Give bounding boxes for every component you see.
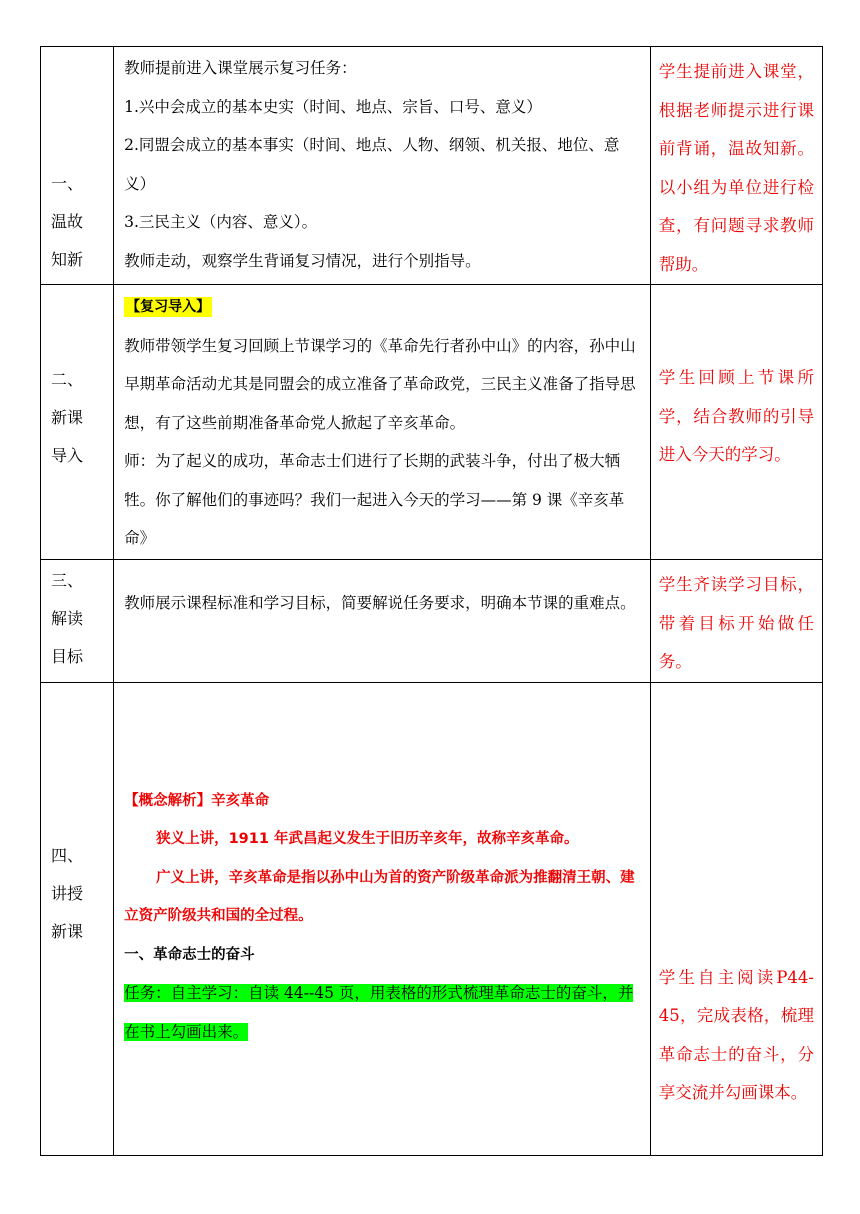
teacher-text: 教师走动，观察学生背诵复习情况，进行个别指导。	[124, 251, 481, 270]
concept-broad: 广义上讲，辛亥革命是指以孙中山为首的资产阶级革命派为推翻清王朝、建立资产阶级共和国的全过程。	[124, 869, 635, 924]
concept-tag: 【概念解析】辛亥革命	[124, 792, 270, 809]
teacher-text: 教师提前进入课堂展示复习任务：	[124, 59, 357, 77]
table-row	[41, 47, 823, 285]
teacher-activity-cell	[114, 47, 651, 285]
student-text: 学生回顾上节课所学，结合教师的引导进入今天的学习。	[658, 368, 814, 464]
teacher-activity-cell	[114, 285, 651, 560]
table-row	[41, 560, 823, 683]
review-intro-tag: 【复习导入】	[126, 299, 211, 315]
stage-label: 新课	[51, 408, 84, 427]
stage-cell	[41, 285, 114, 560]
teacher-text: 3.三民主义（内容、意义）。	[124, 213, 318, 231]
table-row	[41, 285, 823, 560]
teacher-text: 师：为了起义的成功，革命志士们进行了长期的武装斗争，付出了极大牺牲。你了解他们的事迹吗？我们一起进入今天的学习——第 9 课《辛亥革命》	[124, 452, 625, 547]
stage-cell	[41, 47, 114, 285]
stage-label: 讲授	[51, 883, 84, 903]
table-row	[41, 682, 823, 1155]
stage-label: 温故	[51, 212, 84, 231]
stage-label: 目标	[51, 647, 84, 666]
task-text: 任务：自主学习：自读 44--45 页，用表格的形式梳理革命志士的奋斗，并在书上勾画出来。	[124, 984, 634, 1041]
stage-label: 一、	[51, 174, 84, 193]
stage-label: 四、	[51, 845, 84, 865]
student-text: 学生自主阅读P44-45，完成表格，梳理革命志士的奋斗，分享交流并勾画课本。	[658, 967, 814, 1102]
teacher-text: 2.同盟会成立的基本事实（时间、地点、人物、纲领、机关报、地位、意义）	[124, 136, 620, 193]
stage-label: 导入	[51, 446, 84, 465]
teacher-activity-cell	[114, 560, 651, 683]
teacher-text: 教师带领学生复习回顾上节课学习的《革命先行者孙中山》的内容，孙中山早期革命活动尤其是同盟会的成立准备了革命政党，三民主义准备了指导思想，有了这些前期准备革命党人掀起了辛亥革命。	[124, 336, 636, 432]
lesson-plan-table	[40, 46, 823, 1156]
student-activity-cell	[650, 682, 822, 1155]
stage-cell	[41, 560, 114, 683]
student-text: 学生提前进入课堂，根据老师提示进行课前背诵，温故知新。以小组为单位进行检查，有问题寻求教师帮助。	[658, 62, 814, 274]
student-text: 学生齐读学习目标，带着目标开始做任务。	[658, 575, 814, 671]
stage-label: 三、	[51, 571, 84, 590]
teacher-text: 1.兴中会成立的基本史实（时间、地点、宗旨、口号、意义）	[124, 97, 542, 116]
stage-label: 解读	[51, 609, 84, 628]
stage-label: 新课	[51, 921, 84, 941]
stage-cell	[41, 682, 114, 1155]
teacher-text: 教师展示课程标准和学习目标，简要解说任务要求，明确本节课的重难点。	[124, 594, 636, 612]
teacher-activity-cell	[114, 682, 651, 1155]
student-activity-cell	[650, 560, 822, 683]
student-activity-cell	[650, 47, 822, 285]
section-title: 一、革命志士的奋斗	[124, 946, 255, 963]
concept-narrow: 狭义上讲，1911 年武昌起义发生于旧历辛亥年，故称辛亥革命。	[156, 831, 579, 847]
stage-label: 知新	[51, 250, 84, 269]
stage-label: 二、	[51, 370, 84, 389]
student-activity-cell	[650, 285, 822, 560]
